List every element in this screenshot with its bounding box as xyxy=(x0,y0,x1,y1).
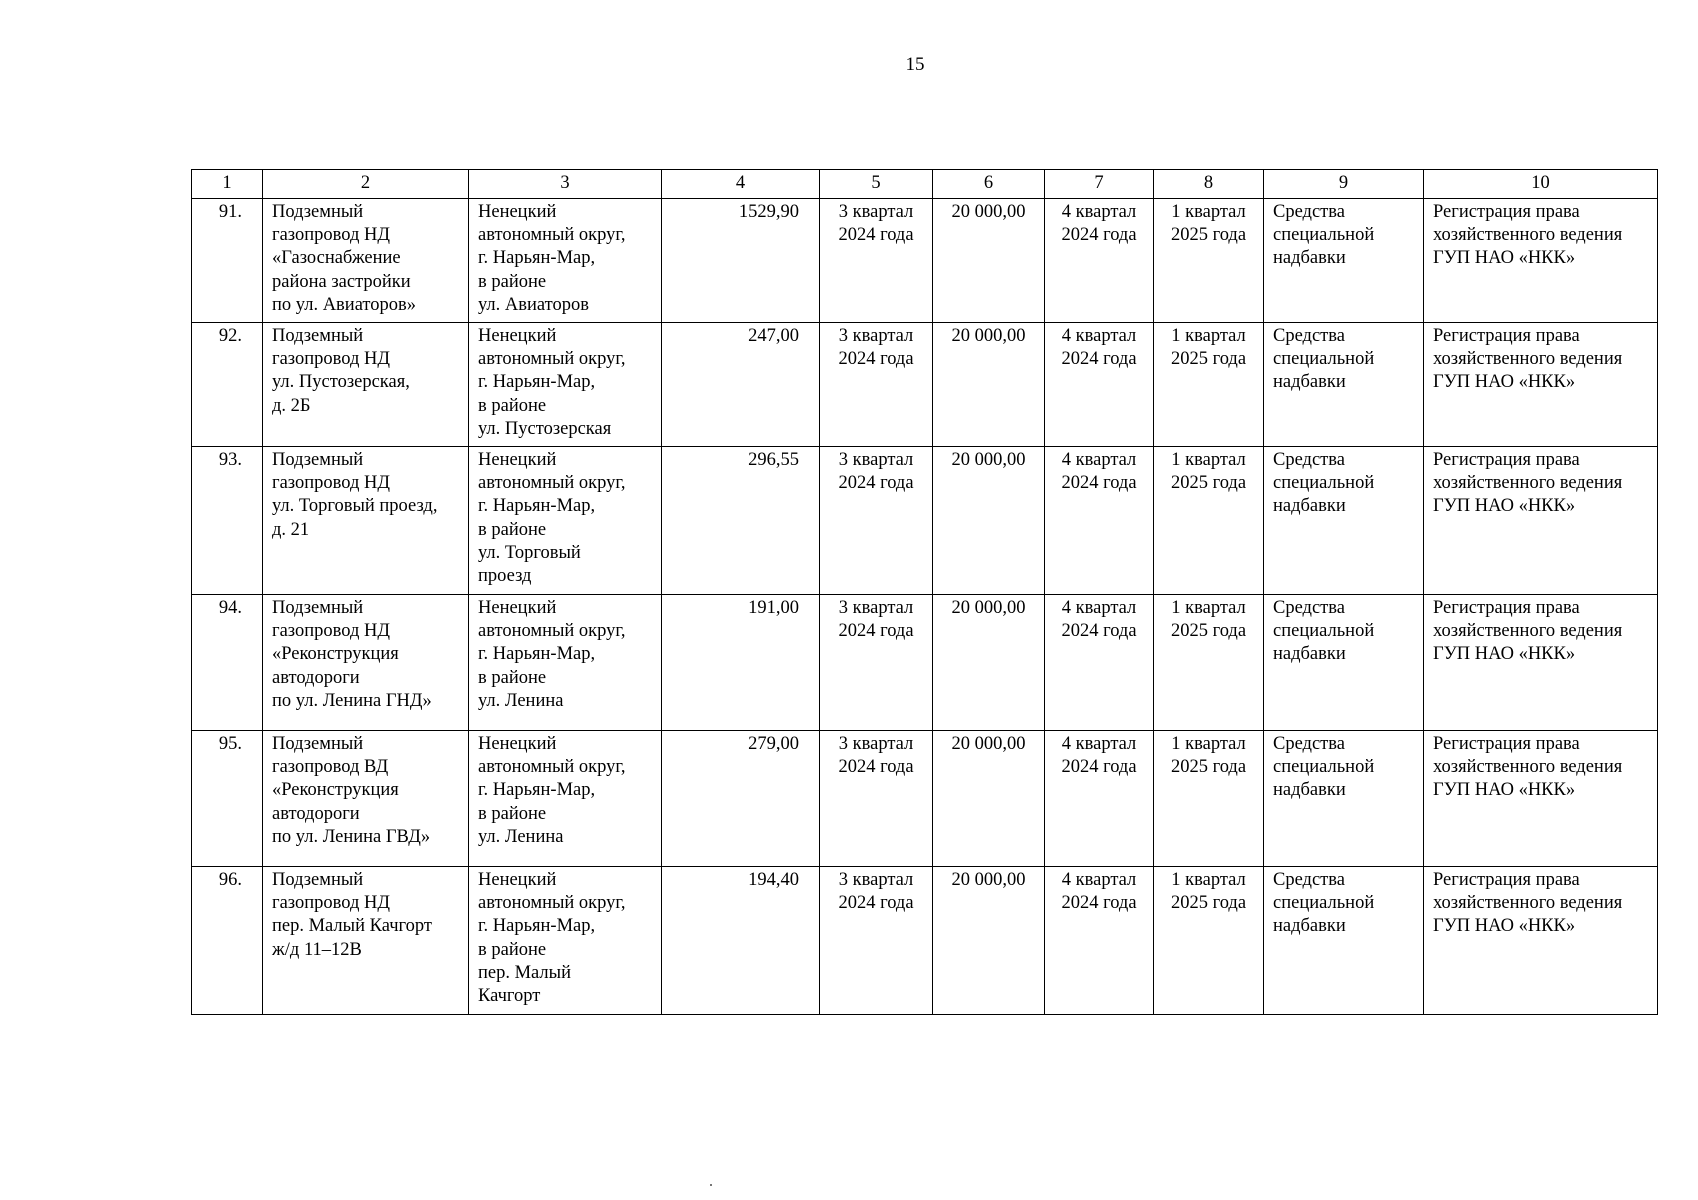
cell-end-period xyxy=(1045,595,1154,731)
cell-start-period xyxy=(820,447,933,595)
cell-text-line: автономный округ, xyxy=(478,757,626,778)
cell-text-line: газопровод НД xyxy=(272,621,390,642)
cell-commission-period xyxy=(1154,731,1264,867)
cell-text-line: пер. Малый xyxy=(478,962,571,983)
cell-text-line: Подземный xyxy=(272,598,364,618)
cell-text-line: хозяйственного ведения xyxy=(1433,349,1623,370)
cell-text-line: Регистрация права xyxy=(1433,598,1580,618)
cell-text-line: Средства xyxy=(1273,202,1345,222)
cell-row-number: 92. xyxy=(192,323,263,447)
cell-funding-source xyxy=(1264,867,1424,1015)
cell-text-line: газопровод НД xyxy=(272,893,390,914)
cell-end-period xyxy=(1045,731,1154,867)
cell-text-line: Подземный xyxy=(272,202,364,222)
cell-object-name xyxy=(263,447,469,595)
cell-text-line: 3 квартал xyxy=(838,598,914,618)
cell-text-line: Ненецкий xyxy=(478,326,557,346)
cell-start-period xyxy=(820,323,933,447)
column-header: 1 xyxy=(192,170,263,199)
cell-commission-period xyxy=(1154,595,1264,731)
cell-text-line: 1 квартал xyxy=(1171,598,1246,618)
cell-text-line: Средства xyxy=(1273,450,1345,470)
cell-text-line: газопровод НД xyxy=(272,225,390,246)
cell-text-line: автодороги xyxy=(272,803,360,824)
cell-length: 247,00 xyxy=(662,323,820,447)
cell-text-line: автономный округ, xyxy=(478,893,626,914)
objects-table xyxy=(191,169,1658,1015)
cell-text-line: Качгорт xyxy=(478,986,541,1007)
cell-text-line: 2024 года xyxy=(1061,473,1137,494)
column-header: 3 xyxy=(469,170,662,199)
cell-start-period xyxy=(820,199,933,323)
cell-note xyxy=(1424,323,1658,447)
cell-length: 296,55 xyxy=(662,447,820,595)
cell-note xyxy=(1424,447,1658,595)
cell-text-line: 2024 года xyxy=(1061,225,1137,246)
cell-text-line: Подземный xyxy=(272,326,364,346)
cell-commission-period xyxy=(1154,867,1264,1015)
cell-text-line: ул. Пустозерская, xyxy=(272,372,410,393)
cell-text-line: 2024 года xyxy=(1061,893,1137,914)
cell-cost: 20 000,00 xyxy=(933,199,1045,323)
cell-text-line: г. Нарьян-Мар, xyxy=(478,372,596,393)
cell-row-number: 96. xyxy=(192,867,263,1015)
cell-funding-source xyxy=(1264,199,1424,323)
table-row xyxy=(192,323,1658,447)
cell-length: 191,00 xyxy=(662,595,820,731)
cell-text-line: в районе xyxy=(478,667,547,688)
cell-text-line: 2024 года xyxy=(838,893,914,914)
cell-text-line: Подземный xyxy=(272,734,364,754)
cell-text-line: 2024 года xyxy=(838,473,914,494)
cell-text-line: Регистрация права xyxy=(1433,734,1580,754)
cell-text-line: Ненецкий xyxy=(478,202,557,222)
cell-text-line: 1 квартал xyxy=(1171,734,1246,754)
cell-text-line: 4 квартал xyxy=(1061,202,1137,222)
cell-text-line: в районе xyxy=(478,271,547,292)
cell-text-line: ул. Авиаторов xyxy=(478,294,589,315)
cell-text-line: г. Нарьян-Мар, xyxy=(478,496,596,517)
cell-cost: 20 000,00 xyxy=(933,731,1045,867)
cell-text-line: ГУП НАО «НКК» xyxy=(1433,644,1576,665)
cell-text-line: г. Нарьян-Мар, xyxy=(478,248,596,269)
cell-text-line: 4 квартал xyxy=(1061,734,1137,754)
cell-text-line: по ул. Ленина ГНД» xyxy=(272,690,432,711)
cell-row-number: 95. xyxy=(192,731,263,867)
cell-text-line: надбавки xyxy=(1273,496,1346,517)
cell-text-line: Подземный xyxy=(272,450,364,470)
cell-end-period xyxy=(1045,447,1154,595)
cell-cost: 20 000,00 xyxy=(933,447,1045,595)
scan-speck xyxy=(710,1184,712,1186)
cell-funding-source xyxy=(1264,731,1424,867)
cell-text-line: специальной xyxy=(1273,621,1375,642)
cell-text-line: г. Нарьян-Мар, xyxy=(478,780,596,801)
cell-funding-source xyxy=(1264,323,1424,447)
cell-text-line: Средства xyxy=(1273,870,1345,890)
cell-text-line: ГУП НАО «НКК» xyxy=(1433,916,1576,937)
cell-text-line: в районе xyxy=(478,395,547,416)
cell-text-line: ж/д 11–12В xyxy=(272,939,362,960)
table-body xyxy=(192,199,1658,1015)
cell-cost: 20 000,00 xyxy=(933,595,1045,731)
cell-text-line: ул. Торговый проезд, xyxy=(272,496,438,517)
cell-cost: 20 000,00 xyxy=(933,867,1045,1015)
cell-text-line: газопровод НД xyxy=(272,349,390,370)
cell-text-line: автономный округ, xyxy=(478,349,626,370)
cell-row-number: 94. xyxy=(192,595,263,731)
cell-commission-period xyxy=(1154,447,1264,595)
cell-note xyxy=(1424,595,1658,731)
cell-object-name xyxy=(263,595,469,731)
cell-text-line: 2024 года xyxy=(1061,621,1137,642)
cell-funding-source xyxy=(1264,595,1424,731)
cell-text-line: 4 квартал xyxy=(1061,598,1137,618)
cell-text-line: в районе xyxy=(478,939,547,960)
cell-object-name xyxy=(263,323,469,447)
cell-text-line: газопровод ВД xyxy=(272,757,389,778)
cell-text-line: Ненецкий xyxy=(478,870,557,890)
table-row xyxy=(192,447,1658,595)
cell-text-line: 2024 года xyxy=(838,621,914,642)
cell-text-line: д. 2Б xyxy=(272,395,311,416)
cell-text-line: надбавки xyxy=(1273,780,1346,801)
cell-text-line: Средства xyxy=(1273,598,1345,618)
cell-text-line: 2025 года xyxy=(1170,621,1247,642)
cell-text-line: ГУП НАО «НКК» xyxy=(1433,496,1576,517)
cell-length: 1529,90 xyxy=(662,199,820,323)
cell-text-line: надбавки xyxy=(1273,644,1346,665)
cell-text-line: района застройки xyxy=(272,271,411,292)
cell-text-line: ул. Ленина xyxy=(478,690,564,711)
cell-text-line: 2024 года xyxy=(1061,349,1137,370)
column-header: 10 xyxy=(1424,170,1658,199)
cell-text-line: Средства xyxy=(1273,734,1345,754)
table-row xyxy=(192,199,1658,323)
cell-text-line: ГУП НАО «НКК» xyxy=(1433,780,1576,801)
cell-text-line: Регистрация права xyxy=(1433,870,1580,890)
column-header: 6 xyxy=(933,170,1045,199)
column-header: 5 xyxy=(820,170,933,199)
cell-text-line: специальной xyxy=(1273,473,1375,494)
column-header: 8 xyxy=(1154,170,1264,199)
cell-text-line: Ненецкий xyxy=(478,450,557,470)
cell-object-name xyxy=(263,731,469,867)
column-header: 2 xyxy=(263,170,469,199)
cell-text-line: Ненецкий xyxy=(478,734,557,754)
cell-start-period xyxy=(820,595,933,731)
cell-text-line: специальной xyxy=(1273,757,1375,778)
cell-text-line: хозяйственного ведения xyxy=(1433,893,1623,914)
cell-text-line: 3 квартал xyxy=(838,326,914,346)
table-row xyxy=(192,867,1658,1015)
cell-text-line: проезд xyxy=(478,566,532,587)
cell-text-line: «Реконструкция xyxy=(272,644,399,665)
cell-note xyxy=(1424,199,1658,323)
cell-length: 279,00 xyxy=(662,731,820,867)
cell-text-line: в районе xyxy=(478,803,547,824)
cell-text-line: автономный округ, xyxy=(478,225,626,246)
table-row xyxy=(192,731,1658,867)
cell-text-line: ГУП НАО «НКК» xyxy=(1433,372,1576,393)
cell-end-period xyxy=(1045,199,1154,323)
column-header: 9 xyxy=(1264,170,1424,199)
cell-text-line: 2024 года xyxy=(838,349,914,370)
cell-text-line: хозяйственного ведения xyxy=(1433,757,1623,778)
cell-text-line: Регистрация права xyxy=(1433,450,1580,470)
page-number: 15 xyxy=(905,54,925,75)
cell-text-line: 4 квартал xyxy=(1061,450,1137,470)
cell-text-line: ул. Ленина xyxy=(478,826,564,847)
cell-location xyxy=(469,731,662,867)
cell-text-line: Регистрация права xyxy=(1433,202,1580,222)
cell-text-line: пер. Малый Качгорт xyxy=(272,916,432,937)
cell-location xyxy=(469,323,662,447)
cell-text-line: Средства xyxy=(1273,326,1345,346)
cell-text-line: надбавки xyxy=(1273,916,1346,937)
cell-text-line: 4 квартал xyxy=(1061,870,1137,890)
cell-text-line: 3 квартал xyxy=(838,202,914,222)
cell-text-line: 2025 года xyxy=(1170,349,1247,370)
cell-note xyxy=(1424,731,1658,867)
cell-row-number: 93. xyxy=(192,447,263,595)
cell-text-line: автономный округ, xyxy=(478,473,626,494)
cell-text-line: 3 квартал xyxy=(838,734,914,754)
cell-text-line: 2024 года xyxy=(1061,757,1137,778)
cell-funding-source xyxy=(1264,447,1424,595)
cell-start-period xyxy=(820,731,933,867)
cell-text-line: надбавки xyxy=(1273,248,1346,269)
cell-cost: 20 000,00 xyxy=(933,323,1045,447)
cell-text-line: 2025 года xyxy=(1170,473,1247,494)
cell-object-name xyxy=(263,199,469,323)
cell-text-line: 1 квартал xyxy=(1171,450,1246,470)
cell-text-line: хозяйственного ведения xyxy=(1433,225,1623,246)
cell-text-line: 1 квартал xyxy=(1171,202,1246,222)
cell-location xyxy=(469,867,662,1015)
cell-text-line: хозяйственного ведения xyxy=(1433,473,1623,494)
cell-text-line: Ненецкий xyxy=(478,598,557,618)
cell-location xyxy=(469,199,662,323)
cell-text-line: по ул. Ленина ГВД» xyxy=(272,826,431,847)
cell-text-line: Регистрация права xyxy=(1433,326,1580,346)
column-header: 4 xyxy=(662,170,820,199)
cell-text-line: ГУП НАО «НКК» xyxy=(1433,248,1576,269)
cell-text-line: 2025 года xyxy=(1170,225,1247,246)
cell-text-line: «Газоснабжение xyxy=(272,248,401,269)
cell-text-line: ул. Торговый xyxy=(478,542,581,563)
cell-commission-period xyxy=(1154,199,1264,323)
cell-text-line: г. Нарьян-Мар, xyxy=(478,916,596,937)
cell-text-line: 3 квартал xyxy=(838,870,914,890)
cell-object-name xyxy=(263,867,469,1015)
cell-text-line: специальной xyxy=(1273,349,1375,370)
cell-text-line: 2025 года xyxy=(1170,893,1247,914)
cell-text-line: 4 квартал xyxy=(1061,326,1137,346)
cell-location xyxy=(469,447,662,595)
cell-text-line: автономный округ, xyxy=(478,621,626,642)
cell-end-period xyxy=(1045,867,1154,1015)
column-header: 7 xyxy=(1045,170,1154,199)
cell-text-line: надбавки xyxy=(1273,372,1346,393)
table-row xyxy=(192,595,1658,731)
cell-text-line: д. 21 xyxy=(272,519,310,540)
cell-row-number: 91. xyxy=(192,199,263,323)
cell-start-period xyxy=(820,867,933,1015)
cell-length: 194,40 xyxy=(662,867,820,1015)
cell-text-line: хозяйственного ведения xyxy=(1433,621,1623,642)
cell-text-line: 3 квартал xyxy=(838,450,914,470)
cell-text-line: г. Нарьян-Мар, xyxy=(478,644,596,665)
cell-text-line: 2024 года xyxy=(838,757,914,778)
cell-text-line: Подземный xyxy=(272,870,364,890)
column-number-row xyxy=(192,170,1658,199)
cell-text-line: автодороги xyxy=(272,667,360,688)
cell-text-line: 1 квартал xyxy=(1171,870,1246,890)
cell-text-line: специальной xyxy=(1273,225,1375,246)
cell-note xyxy=(1424,867,1658,1015)
cell-text-line: по ул. Авиаторов» xyxy=(272,294,416,315)
cell-text-line: в районе xyxy=(478,519,547,540)
cell-commission-period xyxy=(1154,323,1264,447)
cell-text-line: специальной xyxy=(1273,893,1375,914)
cell-text-line: 1 квартал xyxy=(1171,326,1246,346)
cell-end-period xyxy=(1045,323,1154,447)
cell-text-line: газопровод НД xyxy=(272,473,390,494)
cell-location xyxy=(469,595,662,731)
cell-text-line: 2024 года xyxy=(838,225,914,246)
cell-text-line: «Реконструкция xyxy=(272,780,399,801)
cell-text-line: 2025 года xyxy=(1170,757,1247,778)
cell-text-line: ул. Пустозерская xyxy=(478,418,612,439)
